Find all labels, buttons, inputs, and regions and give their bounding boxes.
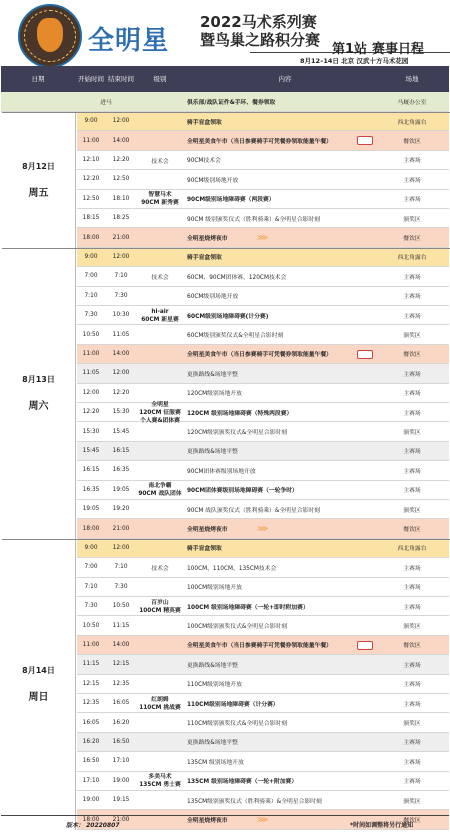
grill-flame-icon: ⋙ bbox=[257, 524, 269, 534]
table-row bbox=[77, 403, 449, 422]
end-time: 11:05 bbox=[112, 331, 130, 338]
row-venue: 主赛场 bbox=[403, 565, 421, 572]
row-content: 全明星烧烤夜市 bbox=[187, 236, 228, 243]
category-label: 南北争霸 90CM 战队团体 bbox=[138, 483, 182, 498]
day-date: 8月14日 bbox=[22, 666, 55, 676]
day-cell bbox=[2, 112, 76, 248]
start-time: 16:35 bbox=[82, 486, 100, 493]
end-time: 12:00 bbox=[112, 253, 130, 260]
table-row bbox=[77, 190, 449, 209]
table-row bbox=[77, 733, 449, 752]
category-label: 技术会 bbox=[151, 158, 169, 165]
table-row bbox=[77, 112, 449, 131]
table-row bbox=[77, 655, 449, 674]
row-venue: 颁奖区 bbox=[403, 624, 421, 631]
table-row bbox=[77, 752, 449, 771]
day-weekday: 周五 bbox=[28, 187, 49, 199]
row-content: 90CM团体赛级别场地障碍赛（一轮争时） bbox=[187, 488, 298, 495]
row-content: 全明星美食午市（当日参赛骑手可凭餐券领取能量午餐） bbox=[187, 643, 332, 650]
end-time: 19:00 bbox=[112, 777, 130, 784]
row-content: 更换路线&场地平整 bbox=[187, 740, 238, 747]
start-time: 18:15 bbox=[82, 215, 100, 222]
row-content: 120CM 级别场地障碍赛（特殊两段赛） bbox=[187, 410, 293, 417]
row-content: 110CM级别场地开放 bbox=[187, 682, 242, 689]
row-venue: 颁奖区 bbox=[403, 216, 421, 223]
day-cell bbox=[2, 248, 76, 539]
row-venue: 主赛场 bbox=[403, 779, 421, 786]
category-label: 全明星 120CM 征服赛 个人赛&团体赛 bbox=[139, 401, 181, 424]
start-time: 16:50 bbox=[82, 758, 100, 765]
end-time: 12:20 bbox=[112, 389, 130, 396]
lunch-cup-icon bbox=[357, 641, 373, 650]
day-separator bbox=[2, 248, 450, 249]
end-time: 19:05 bbox=[112, 486, 130, 493]
row-content: 100CM级别场地开放 bbox=[187, 585, 242, 592]
category-label: 多美马术 135CM 勇士赛 bbox=[139, 774, 181, 789]
start-time: 12:00 bbox=[82, 389, 100, 396]
start-time: 18:00 bbox=[82, 525, 100, 532]
all-star-jumping-series-logo bbox=[18, 4, 82, 68]
row-venue: 西北角露台 bbox=[397, 546, 427, 553]
row-venue: 主赛场 bbox=[403, 662, 421, 669]
end-time: 19:20 bbox=[112, 506, 130, 513]
row-content: 90CM级别场地开放 bbox=[187, 177, 239, 184]
row-content: 骑手盲盒领取 bbox=[187, 119, 222, 126]
category-label: 智慧马术 90CM 新秀赛 bbox=[141, 192, 179, 207]
table-row bbox=[77, 694, 449, 713]
row-content: 全明星烧烤夜市 bbox=[187, 818, 228, 825]
program-label: 赛事日程 bbox=[372, 42, 425, 57]
start-time: 12:20 bbox=[82, 176, 100, 183]
start-time: 11:00 bbox=[82, 641, 100, 648]
row-content: 135CM 级别场地障碍赛（一轮+附加赛） bbox=[187, 779, 298, 786]
category-label: 技术会 bbox=[151, 275, 169, 282]
end-time: 16:15 bbox=[112, 447, 130, 454]
table-row bbox=[77, 597, 449, 616]
row-venue: 主赛场 bbox=[403, 410, 421, 417]
end-time: 10:50 bbox=[112, 603, 130, 610]
col-date: 日期 bbox=[31, 75, 45, 83]
row-content: 全明星烧烤夜市 bbox=[187, 527, 228, 534]
page-header bbox=[0, 0, 450, 64]
row-content: 110CM级别颁奖仪式&全明星合影时刻 bbox=[187, 721, 287, 728]
row-content: 100CM级别颁奖仪式&全明星合影时刻 bbox=[187, 624, 287, 631]
row-content: 60CM级别颁奖仪式&全明星合影时刻 bbox=[187, 333, 284, 340]
row-venue: 主赛场 bbox=[403, 177, 421, 184]
start-time: 12:50 bbox=[82, 195, 100, 202]
day-date: 8月13日 bbox=[22, 375, 55, 385]
grill-flame-icon: ⋙ bbox=[257, 815, 269, 825]
start-time: 7:00 bbox=[84, 273, 98, 280]
table-row bbox=[77, 248, 449, 267]
entry-content: 俱乐部/战队证件&手环、餐券领取 bbox=[187, 100, 276, 106]
day-cell bbox=[2, 539, 76, 830]
start-time: 19:05 bbox=[82, 506, 100, 513]
end-time: 16:05 bbox=[112, 700, 130, 707]
table-row bbox=[77, 791, 449, 810]
start-time: 9:00 bbox=[84, 253, 98, 260]
start-time: 16:05 bbox=[82, 719, 100, 726]
row-content: 骑手盲盒领取 bbox=[187, 546, 222, 553]
event-title-line2: 暨鸟巢之路积分赛 bbox=[200, 31, 321, 49]
row-content: 135CM 级别场地开放 bbox=[187, 759, 244, 766]
end-time: 18:25 bbox=[112, 215, 130, 222]
table-row bbox=[77, 345, 449, 364]
end-time: 16:50 bbox=[112, 738, 130, 745]
row-venue: 餐饮区 bbox=[403, 236, 421, 243]
start-time: 17:10 bbox=[82, 777, 100, 784]
end-time: 14:00 bbox=[112, 350, 130, 357]
table-row bbox=[77, 481, 449, 500]
day-date: 8月12日 bbox=[22, 161, 55, 171]
entry-row bbox=[1, 92, 449, 112]
row-venue: 主赛场 bbox=[403, 682, 421, 689]
start-time: 9:00 bbox=[84, 118, 98, 125]
table-row bbox=[77, 461, 449, 480]
start-time: 7:10 bbox=[84, 292, 98, 299]
end-time: 10:30 bbox=[112, 312, 130, 319]
row-venue: 颁奖区 bbox=[403, 721, 421, 728]
row-venue: 主赛场 bbox=[403, 158, 421, 165]
row-venue: 主赛场 bbox=[403, 371, 421, 378]
start-time: 12:15 bbox=[82, 680, 100, 687]
date-location: 8月12–14日 北京 汉武十方马术花园 bbox=[300, 57, 409, 65]
row-content: 90CM技术会 bbox=[187, 158, 221, 165]
row-venue: 主赛场 bbox=[403, 391, 421, 398]
table-row bbox=[77, 325, 449, 344]
end-time: 14:00 bbox=[112, 641, 130, 648]
table-row bbox=[77, 442, 449, 461]
end-time: 7:10 bbox=[114, 273, 128, 280]
row-venue: 主赛场 bbox=[403, 759, 421, 766]
table-row bbox=[77, 539, 449, 558]
col-end: 结束时间 bbox=[108, 75, 134, 83]
start-time: 7:00 bbox=[84, 564, 98, 571]
lunch-cup-icon bbox=[357, 136, 373, 145]
row-venue: 主赛场 bbox=[403, 740, 421, 747]
lunch-cup-icon bbox=[357, 350, 373, 359]
start-time: 11:00 bbox=[82, 137, 100, 144]
row-venue: 餐饮区 bbox=[403, 352, 421, 359]
end-time: 12:20 bbox=[112, 156, 130, 163]
start-time: 16:20 bbox=[82, 738, 100, 745]
start-time: 19:00 bbox=[82, 797, 100, 804]
row-content: 60CM级别场地障碍赛(计分赛) bbox=[187, 313, 269, 320]
entry-label: 进马 bbox=[100, 100, 112, 106]
start-time: 7:30 bbox=[84, 312, 98, 319]
end-time: 16:35 bbox=[112, 467, 130, 474]
table-row bbox=[77, 636, 449, 655]
row-content: 骑手盲盒领取 bbox=[187, 255, 222, 262]
row-content: 60CM级别场地开放 bbox=[187, 294, 239, 301]
category-label: 技术会 bbox=[151, 566, 169, 573]
end-time: 12:50 bbox=[112, 176, 130, 183]
row-venue: 颁奖区 bbox=[403, 333, 421, 340]
table-row bbox=[77, 578, 449, 597]
table-row bbox=[77, 713, 449, 732]
event-title-line1: 2022马术系列赛 bbox=[200, 13, 317, 31]
row-content: 90CM团体赛级别场地开放 bbox=[187, 468, 256, 475]
table-row bbox=[77, 228, 449, 247]
row-venue: 主赛场 bbox=[403, 274, 421, 281]
table-row bbox=[77, 170, 449, 189]
col-content: 内容 bbox=[278, 75, 292, 83]
table-row bbox=[77, 267, 449, 286]
end-time: 17:10 bbox=[112, 758, 130, 765]
start-time: 9:00 bbox=[84, 544, 98, 551]
table-row bbox=[77, 306, 449, 325]
table-header bbox=[1, 66, 449, 92]
start-time: 11:00 bbox=[82, 350, 100, 357]
row-content: 60CM、90CM团体赛、120CM技术会 bbox=[187, 274, 287, 281]
row-content: 全明星美食午市（当日参赛骑手可凭餐券领取能量午餐） bbox=[187, 352, 332, 359]
row-venue: 餐饮区 bbox=[403, 643, 421, 650]
category-label: 红朗姆 110CM 挑战赛 bbox=[139, 696, 181, 711]
end-time: 21:00 bbox=[112, 525, 130, 532]
start-time: 10:50 bbox=[82, 622, 100, 629]
entry-venue: 马厩办公室 bbox=[397, 100, 427, 106]
row-venue: 主赛场 bbox=[403, 294, 421, 301]
row-venue: 西北角露台 bbox=[397, 119, 427, 126]
category-label: hi-air 60CM 新星赛 bbox=[141, 308, 179, 323]
col-start: 开始时间 bbox=[78, 75, 104, 83]
table-row bbox=[77, 384, 449, 403]
end-time: 12:15 bbox=[112, 661, 130, 668]
end-time: 7:30 bbox=[114, 292, 128, 299]
start-time: 7:30 bbox=[84, 603, 98, 610]
table-row bbox=[77, 209, 449, 228]
table-row bbox=[77, 675, 449, 694]
start-time: 12:20 bbox=[82, 409, 100, 416]
end-time: 19:15 bbox=[112, 797, 130, 804]
day-separator bbox=[2, 539, 450, 540]
start-time: 15:30 bbox=[82, 428, 100, 435]
row-content: 90CM 级别颁奖仪式（胜利骑乘）&全明星合影时刻 bbox=[187, 216, 320, 223]
end-time: 12:00 bbox=[112, 118, 130, 125]
row-venue: 主赛场 bbox=[403, 313, 421, 320]
end-time: 15:45 bbox=[112, 428, 130, 435]
row-venue: 主赛场 bbox=[403, 604, 421, 611]
start-time: 12:10 bbox=[82, 156, 100, 163]
end-time: 7:30 bbox=[114, 583, 128, 590]
day-weekday: 周日 bbox=[28, 692, 49, 704]
grill-flame-icon: ⋙ bbox=[257, 233, 269, 243]
row-venue: 主赛场 bbox=[403, 197, 421, 204]
end-time: 21:00 bbox=[112, 816, 130, 823]
start-time: 7:10 bbox=[84, 583, 98, 590]
end-time: 11:15 bbox=[112, 622, 130, 629]
start-time: 18:00 bbox=[82, 234, 100, 241]
row-venue: 主赛场 bbox=[403, 468, 421, 475]
table-row bbox=[77, 151, 449, 170]
row-venue: 主赛场 bbox=[403, 585, 421, 592]
start-time: 18:00 bbox=[82, 816, 100, 823]
end-time: 16:20 bbox=[112, 719, 130, 726]
footer-divider bbox=[1, 815, 449, 816]
table-row bbox=[77, 616, 449, 635]
row-content: 100CM 级别场地障碍赛（一轮+即时附加赛） bbox=[187, 604, 309, 611]
row-venue: 主赛场 bbox=[403, 701, 421, 708]
col-venue: 场地 bbox=[405, 75, 419, 83]
row-venue: 颁奖区 bbox=[403, 507, 421, 514]
brand-wordmark: 全明星 bbox=[88, 26, 170, 56]
end-time: 7:10 bbox=[114, 564, 128, 571]
start-time: 11:05 bbox=[82, 370, 100, 377]
end-time: 14:00 bbox=[112, 137, 130, 144]
end-time: 12:00 bbox=[112, 544, 130, 551]
end-time: 21:00 bbox=[112, 234, 130, 241]
row-content: 120CM级别场地开放 bbox=[187, 391, 242, 398]
day-weekday: 周六 bbox=[28, 401, 49, 413]
table-row bbox=[77, 364, 449, 383]
row-venue: 西北角露台 bbox=[397, 255, 427, 262]
row-content: 120CM级别颁奖仪式&全明星合影时刻 bbox=[187, 430, 287, 437]
row-content: 90CM 战队颁奖仪式（胜利骑乘）&全明星合影时刻 bbox=[187, 507, 320, 514]
row-content: 更换路线&场地平整 bbox=[187, 371, 238, 378]
end-time: 15:30 bbox=[112, 409, 130, 416]
row-venue: 餐饮区 bbox=[403, 139, 421, 146]
version-label: 版本： 20220807 bbox=[66, 822, 120, 829]
row-venue: 主赛场 bbox=[403, 449, 421, 456]
table-row bbox=[77, 131, 449, 150]
station-label: 第1站 bbox=[332, 42, 368, 57]
row-content: 更换路线&场地平整 bbox=[187, 449, 238, 456]
start-time: 16:15 bbox=[82, 467, 100, 474]
table-row bbox=[77, 519, 449, 538]
row-content: 100CM、110CM、135CM技术会 bbox=[187, 565, 277, 572]
row-venue: 颁奖区 bbox=[403, 430, 421, 437]
row-venue: 主赛场 bbox=[403, 488, 421, 495]
table-row bbox=[77, 772, 449, 791]
row-content: 110CM级别场地障碍赛（计分赛） bbox=[187, 701, 279, 708]
table-row bbox=[77, 558, 449, 577]
end-time: 18:10 bbox=[112, 195, 130, 202]
row-venue: 餐饮区 bbox=[403, 527, 421, 534]
start-time: 15:45 bbox=[82, 447, 100, 454]
category-label: 百岁山 100CM 精英赛 bbox=[139, 599, 181, 614]
horse-head-icon bbox=[37, 18, 63, 52]
table-row bbox=[77, 422, 449, 441]
row-venue: 餐饮区 bbox=[403, 818, 421, 825]
end-time: 12:00 bbox=[112, 370, 130, 377]
table-row bbox=[77, 287, 449, 306]
row-content: 全明星美食午市（当日参赛骑手可凭餐券领取能量午餐） bbox=[187, 139, 332, 146]
row-content: 90CM级别场地障碍赛（两段赛） bbox=[187, 197, 275, 204]
table-row bbox=[77, 500, 449, 519]
row-content: 135CM级别颁奖仪式（胜利骑乘）&全明星合影时刻 bbox=[187, 798, 322, 805]
col-category: 级别 bbox=[153, 75, 167, 83]
row-venue: 颁奖区 bbox=[403, 798, 421, 805]
end-time: 12:35 bbox=[112, 680, 130, 687]
start-time: 11:15 bbox=[82, 661, 100, 668]
row-content: 更换路线&场地平整 bbox=[187, 662, 238, 669]
day-separator bbox=[2, 112, 450, 113]
start-time: 12:35 bbox=[82, 700, 100, 707]
adjustment-note: *时间如调整将另行通知 bbox=[350, 822, 414, 829]
start-time: 10:50 bbox=[82, 331, 100, 338]
